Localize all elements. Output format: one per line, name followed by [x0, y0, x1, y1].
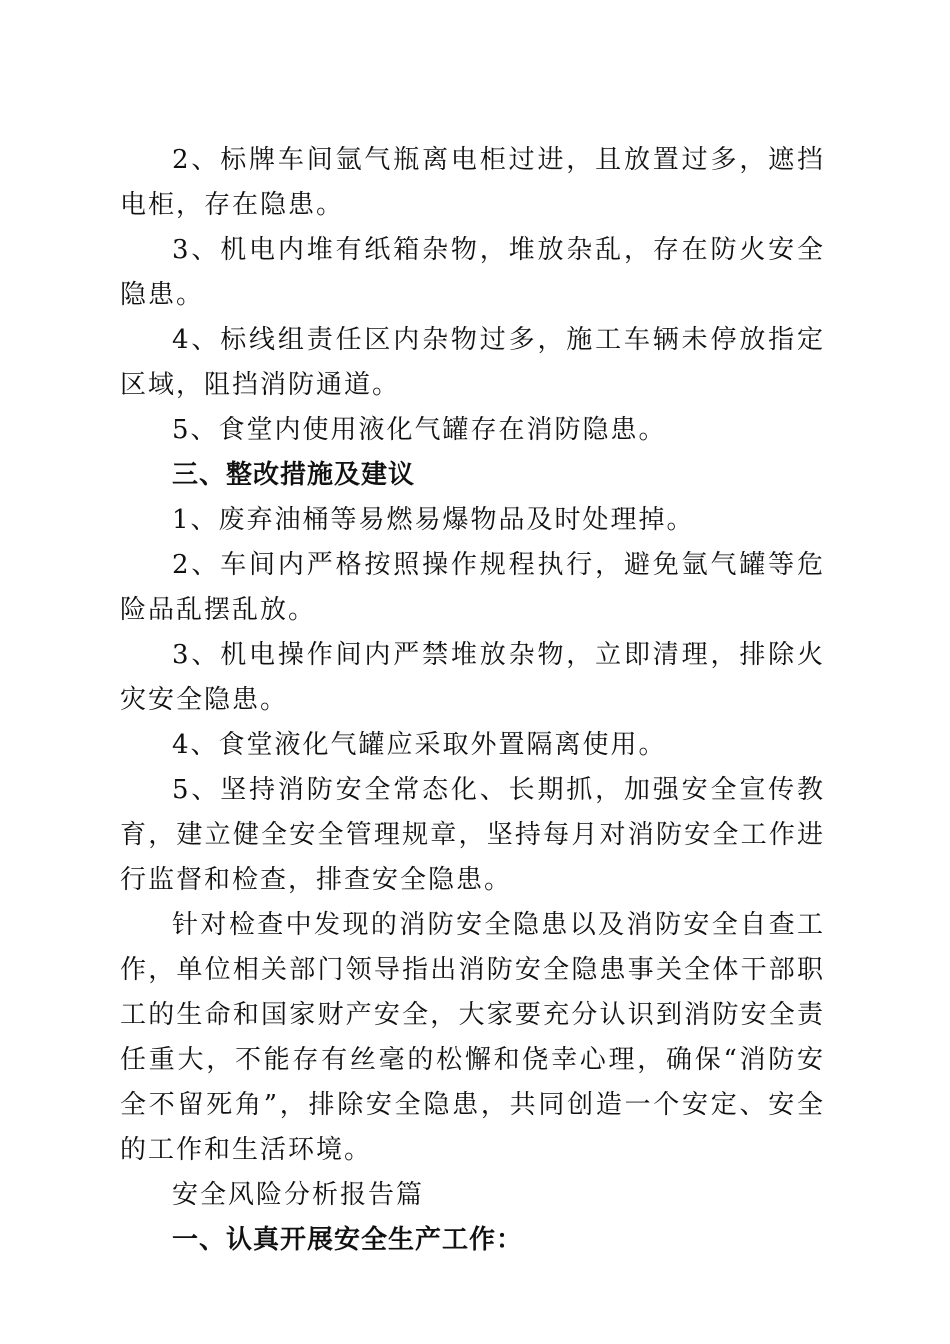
section-heading-rectification: 三、整改措施及建议: [172, 460, 416, 490]
paragraph-item-5-canteen: 5、食堂内使用液化气罐存在消防隐患。: [172, 415, 667, 445]
measure-item-3: 3、机电操作间内严禁堆放杂物，立即清理，排除火灾安全隐患。: [120, 640, 825, 715]
measure-item-4: 4、食堂液化气罐应采取外置隔离使用。: [172, 730, 667, 760]
paragraph-item-4-marking-group: 4、标线组责任区内杂物过多，施工车辆未停放指定区域，阻挡消防通道。: [120, 325, 825, 400]
measure-item-1: 1、废弃油桶等易燃易爆物品及时处理掉。: [172, 505, 695, 535]
section-heading-safety-production: 一、认真开展安全生产工作：: [172, 1225, 524, 1255]
report-title-line: 安全风险分析报告篇: [172, 1180, 425, 1210]
measure-item-2: 2、车间内严格按照操作规程执行，避免氩气罐等危险品乱摆乱放。: [120, 550, 825, 625]
paragraph-item-2-argon: 2、标牌车间氩气瓶离电柜过进，且放置过多，遮挡电柜，存在隐患。: [120, 145, 825, 220]
measure-item-5: 5、坚持消防安全常态化、长期抓，加强安全宣传教育，建立健全安全管理规章，坚持每月对消防安全工作进行监督和检查，排查安全隐患。: [120, 775, 825, 895]
document-body: [120, 138, 825, 1263]
summary-paragraph: 针对检查中发现的消防安全隐患以及消防安全自查工作，单位相关部门领导指出消防安全隐患事关全体干部职工的生命和国家财产安全，大家要充分认识到消防安全责任重大，不能存有丝毫的松懈和侥幸心理，确保“消防安全不留死角”，排除安全隐患，共同创造一个安定、安全的工作和生活环境。: [120, 910, 825, 1165]
paragraph-item-3-electromechanical: 3、机电内堆有纸箱杂物，堆放杂乱，存在防火安全隐患。: [120, 235, 825, 310]
